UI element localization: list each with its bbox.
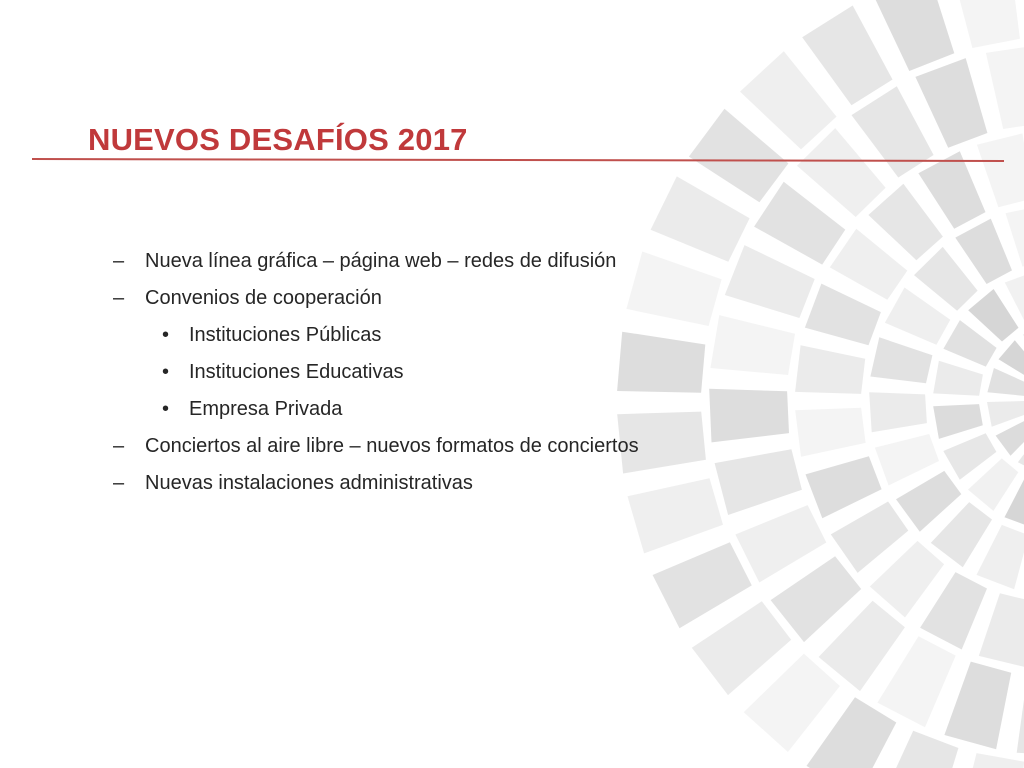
- pattern-block: [877, 636, 955, 727]
- pattern-block: [709, 389, 789, 443]
- pattern-block: [933, 404, 983, 439]
- bullet-text: Nueva línea gráfica – página web – redes de difusión: [145, 250, 617, 272]
- pattern-block: [951, 0, 1020, 48]
- pattern-block: [870, 337, 932, 383]
- pattern-block: [875, 434, 939, 486]
- pattern-block: [1017, 675, 1024, 756]
- pattern-block: [987, 368, 1024, 396]
- dot-marker: •: [162, 361, 170, 383]
- sub-bullet-text: Empresa Privada: [189, 398, 343, 420]
- pattern-block: [869, 392, 927, 432]
- pattern-block: [802, 6, 892, 106]
- slide-title: NUEVOS DESAFÍOS 2017: [88, 122, 468, 157]
- pattern-block: [617, 332, 705, 393]
- pattern-block: [977, 525, 1024, 589]
- pattern-block: [805, 284, 881, 346]
- pattern-block: [735, 505, 826, 582]
- sub-bullet-text: Instituciones Educativas: [189, 361, 404, 383]
- pattern-block: [795, 408, 865, 457]
- sub-bullet-text: Instituciones Públicas: [189, 324, 382, 346]
- bullet-text: Nuevas instalaciones administrativas: [145, 472, 473, 494]
- pattern-block: [725, 245, 815, 318]
- pattern-block: [653, 542, 752, 628]
- pattern-block: [915, 58, 987, 148]
- pattern-block: [944, 662, 1011, 750]
- pattern-block: [710, 315, 795, 375]
- pattern-block: [795, 345, 865, 394]
- pattern-block: [878, 731, 958, 768]
- pattern-block: [956, 753, 1024, 768]
- pattern-block: [933, 361, 983, 396]
- pattern-block: [626, 252, 721, 327]
- pattern-block: [996, 418, 1024, 456]
- dash-marker: –: [113, 287, 125, 309]
- pattern-block: [918, 151, 985, 228]
- dot-marker: •: [162, 398, 170, 420]
- pattern-block: [986, 45, 1024, 129]
- pattern-block: [1006, 205, 1024, 267]
- pattern-block: [979, 593, 1024, 667]
- pattern-block: [628, 478, 724, 553]
- pattern-block: [873, 0, 954, 71]
- dash-marker: –: [113, 250, 125, 272]
- pattern-block: [651, 176, 750, 261]
- dash-marker: –: [113, 472, 125, 494]
- bullet-text: Convenios de cooperación: [145, 287, 382, 309]
- pattern-block: [806, 456, 882, 518]
- pattern-block: [715, 449, 802, 515]
- dash-marker: –: [113, 435, 125, 457]
- bullet-text: Conciertos al aire libre – nuevos formatos de conciertos: [145, 435, 639, 457]
- pattern-block: [920, 572, 987, 649]
- pattern-block: [977, 133, 1024, 207]
- pattern-block: [987, 401, 1024, 427]
- dot-marker: •: [162, 324, 170, 346]
